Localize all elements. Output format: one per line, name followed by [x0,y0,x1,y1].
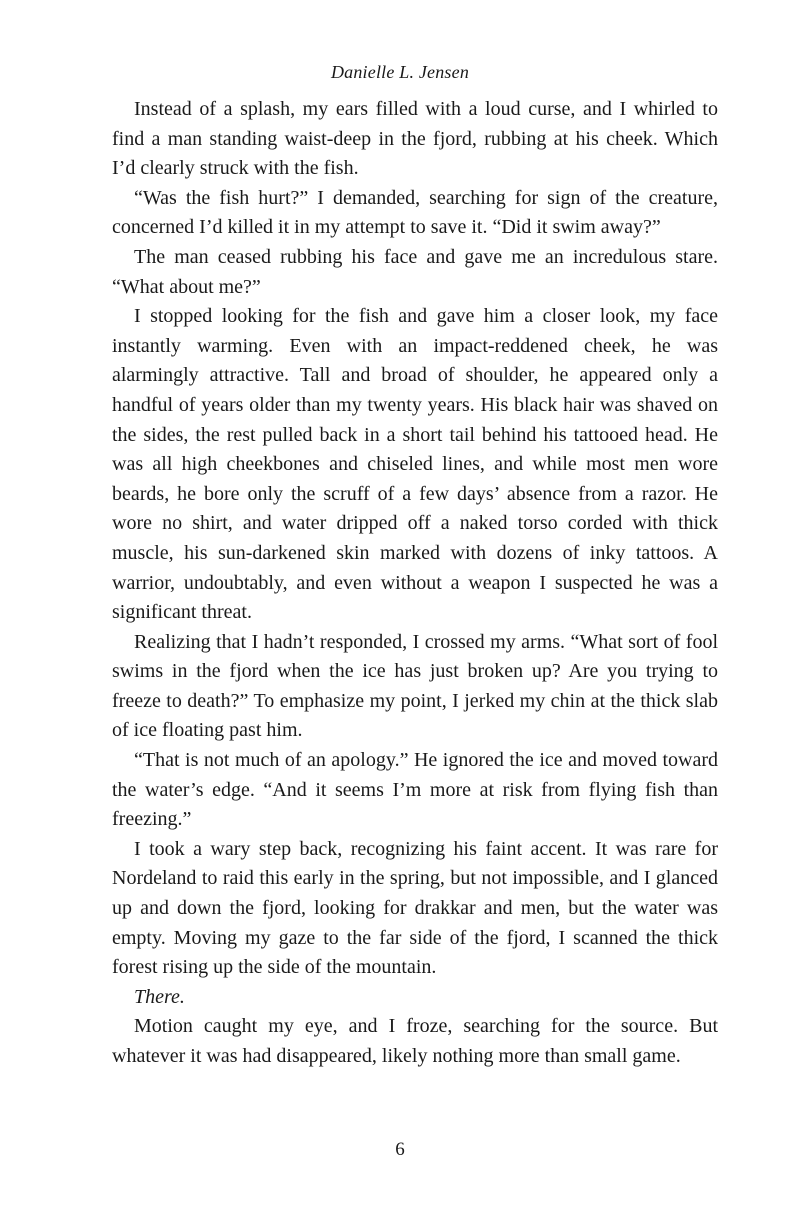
paragraph: Motion caught my eye, and I froze, searching for the source. But whatever it was had disappeared, likely nothing more than small game. [112,1015,718,1067]
paragraph: Realizing that I hadn’t responded, I crossed my arms. “What sort of fool swims in the fjord when the ice has just broken up? Are you trying to freeze to death?” To emphasize my point, I jerked my chin at the thick slab of ice floating past him. [112,630,718,742]
paragraph-emphasis: There. [134,985,185,1008]
running-head-author: Danielle L. Jensen [330,62,470,82]
paragraph: “Was the fish hurt?” I demanded, searching for sign of the creature, concerned I’d killed it in my attempt to save it. “Did it swim away?” [112,186,718,239]
page-number: 6 [395,1139,405,1160]
paragraph: The man ceased rubbing his face and gave me an incredulous stare. “What about me?” [112,245,718,298]
paragraph: I took a wary step back, recognizing his faint accent. It was rare for Nordeland to raid this early in the spring, but not impossible, and I glanced up and down the fjord, looking for drakkar and men, but the water was empty. Moving my gaze to the far side of the fjord, I scanned the thick forest rising up the side of the mountain. [112,837,718,979]
body-text [112,95,718,1072]
paragraph: “That is not much of an apology.” He ignored the ice and moved toward the water’s edge. “And it seems I’m more at risk from flying fish than freezing.” [112,749,718,831]
paragraph: Instead of a splash, my ears filled with a loud curse, and I whirled to find a man standing waist-deep in the fjord, rubbing at his cheek. Which I’d clearly struck with the fish. [112,98,718,180]
paragraph: I stopped looking for the fish and gave him a closer look, my face instantly warming. Even with an impact-reddened cheek, he was alarmingly attractive. Tall and broad of shoulder, he appeared only a handful of years older than my twenty years. His black hair was shaved on the sides, the rest pulled back in a short tail behind his tattooed head. He was all high cheekbones and chiseled lines, and while most men wore beards, he bore only the scruff of a few days’ absence from a razor. He wore no shirt, and water dripped off a naked torso corded with thick muscle, his sun-darkened skin marked with dozens of inky tattoos. A warrior, undoubtably, and even without a weapon I suspected he was a significant threat. [112,305,718,624]
